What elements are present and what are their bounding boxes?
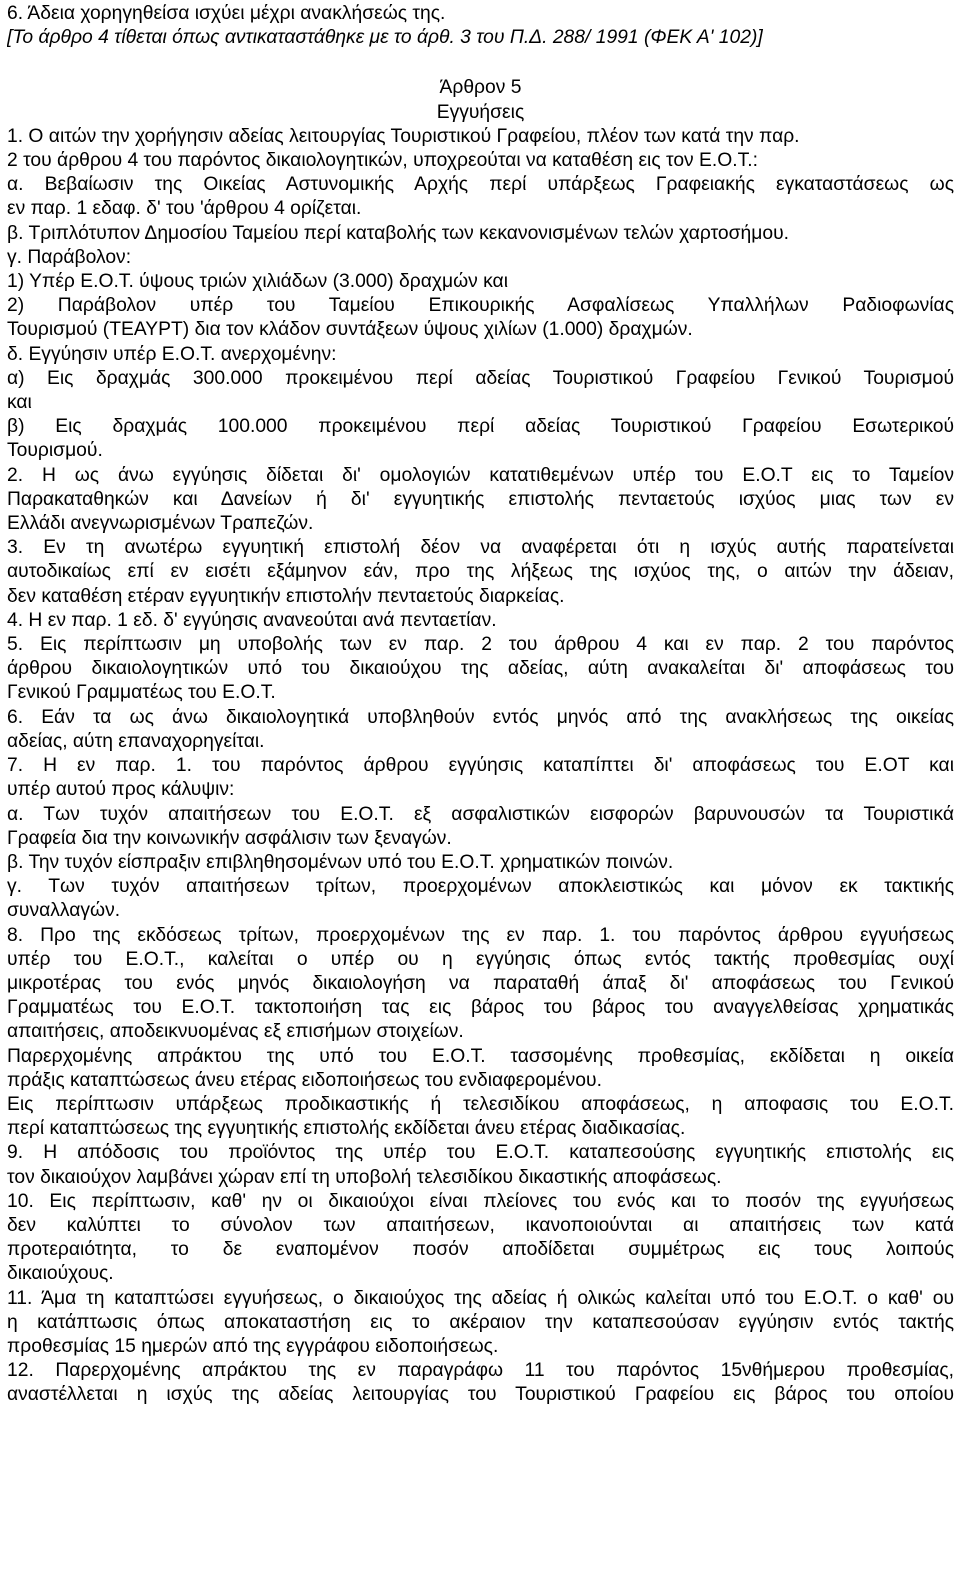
text-line: α. Των τυχόν απαιτήσεων του Ε.Ο.Τ. εξ ασφαλιστικών εισφορών βαρυνουσών τα Τουριστικά [7, 803, 954, 825]
text-line: 8. Προ της εκδόσεως τρίτων, προερχομένων της εν παρ. 1. του παρόντος άρθρου εγγυήσεως [7, 924, 954, 946]
text-line: α) Εις δραχμάς 300.000 προκειμένου περί αδείας Τουριστικού Γραφείου Γενικού Τουρισμού [7, 367, 954, 389]
text-line: προτεραιότητα, το δε εναπομένον ποσόν αποδίδεται συμμέτρως εις τους λοιπούς [7, 1239, 954, 1261]
text-line: περί καταπτώσεως της εγγυητικής επιστολής εκδίδεται άνευ ετέρας διαδικασίας. [7, 1118, 686, 1140]
text-line: β) Εις δραχμάς 100.000 προκειμένου περί αδείας Τουριστικού Γραφείου Εσωτερικού [7, 416, 954, 438]
text-line: 6. Άδεια χορηγηθείσα ισχύει μέχρι ανακλήσεώς της. [7, 3, 446, 24]
text-line: τον δικαιούχον λαμβάνει χώραν επί τη υποβολή τελεσιδίκου δικαστικής αποφάσεως. [7, 1166, 722, 1188]
article-subtitle: Εγγυήσεις [436, 101, 525, 123]
text-line: Τουρισμού (ΤΕΑΥΡΤ) δια τον κλάδον συντάξεων ύψους χιλίων (1.000) δραχμών. [7, 319, 693, 341]
text-line: 2. Η ως άνω εγγύησις δίδεται δι' ομολογιών κατατιθεμένων υπέρ του Ε.Ο.Τ εις το Ταμείον [7, 464, 954, 486]
text-line: συναλλαγών. [7, 900, 121, 922]
text-line: εν παρ. 1 εδαφ. δ' του 'άρθρου 4 ορίζεται. [7, 198, 362, 220]
text-line: 1. Ο αιτών την χορήγησιν αδείας λειτουργίας Τουριστικού Γραφείου, πλέον των κατά την παρ. [7, 125, 800, 147]
text-line: απαιτήσεις, αποδεικνυομένας εξ επισήμων στοιχείων. [7, 1021, 464, 1043]
amendment-note: [Το άρθρο 4 τίθεται όπως αντικαταστάθηκε με το άρθ. 3 του Π.Δ. 288/ 1991 (ΦΕΚ Α' 102)] [7, 27, 763, 49]
text-line: η κατάπτωσις όπως αποκαταστήση εις το ακέραιον την καταπεσούσαν εγγύησιν εντός τακτής [7, 1311, 954, 1333]
text-line: Γραφεία δια την κοινωνικήν ασφάλισιν των ξεναγών. [7, 827, 452, 849]
text-line: 7. Η εν παρ. 1. του παρόντος άρθρου εγγύησις καταπίπτει δι' αποφάσεως του Ε.ΟΤ και [7, 755, 954, 777]
text-line: αυτοδικαίως επί εν εισέτι εξάμηνον εάν, προ της λήξεως της ισχύος της, ο αιτών την άδειαν, [7, 561, 954, 583]
text-line: 1) Υπέρ Ε.Ο.Τ. ύψους τριών χιλιάδων (3.000) δραχμών και [7, 271, 508, 293]
text-line: 11. Άμα τη καταπτώσει εγγυήσεως, ο δικαιούχος της αδείας ή ολικώς καλείται υπό του Ε.Ο.Τ. ο καθ' ου [7, 1287, 954, 1309]
text-line: 9. Η απόδοσις του προϊόντος της υπέρ του Ε.Ο.Τ. καταπεσούσης εγγυητικής επιστολής εις [7, 1142, 954, 1164]
text-line: και [7, 392, 32, 414]
text-line: δικαιούχους. [7, 1263, 114, 1285]
text-line: δεν καταθέση ετέραν εγγυητικήν επιστολήν πενταετούς διαρκείας. [7, 585, 565, 607]
text-line: μικροτέρας του ενός μηνός δικαιολογήση να παραταθή άπαξ δι' αποφάσεως του Γενικού [7, 972, 954, 994]
text-line: αδείας, αύτη επαναχορηγείται. [7, 730, 265, 752]
text-line: υπέρ αυτού προς κάλυψιν: [7, 779, 235, 801]
text-line: γ. Των τυχόν απαιτήσεων τρίτων, προερχομένων αποκλειστικώς και μόνον εκ τακτικής [7, 876, 954, 898]
text-line: Γραμματέως του Ε.Ο.Τ. τακτοποιήση τας εις βάρος του βάρος του αναγγελθείσας χρηματικάς [7, 997, 954, 1019]
text-line: δεν καλύπτει το σύνολον των απαιτήσεων, ικανοποιούνται αι απαιτήσεις των κατά [7, 1214, 954, 1236]
text-line: υπέρ του Ε.Ο.Τ., καλείται ο υπέρ ου η εγγύησις όπως εντός τακτής προθεσμίας ουχί [7, 948, 954, 970]
text-line: 3. Εν τη ανωτέρω εγγυητική επιστολή δέον να αναφέρεται ότι η ισχύς αυτής παρατείνεται [7, 537, 954, 559]
text-line: Τουρισμού. [7, 440, 103, 462]
text-line: δ. Εγγύησιν υπέρ Ε.Ο.Τ. ανερχομένην: [7, 343, 337, 365]
spacer [7, 50, 954, 76]
text-line: Γενικού Γραμματέως του Ε.Ο.Τ. [7, 682, 276, 704]
text-line: 12. Παρερχομένης απράκτου της εν παραγράφω 11 του παρόντος 15νθήμερου προθεσμίας, [7, 1360, 954, 1382]
text-line: α. Βεβαίωσιν της Οικείας Αστυνομικής Αρχής περί υπάρξεως Γραφειακής εγκαταστάσεως ως [7, 174, 954, 196]
text-line: άρθρου δικαιολογητικών υπό του δικαιούχου της αδείας, αύτη ανακαλείται δι' αποφάσεως του [7, 658, 954, 680]
text-line: 5. Εις περίπτωσιν μη υποβολής των εν παρ. 2 του άρθρου 4 και εν παρ. 2 του παρόντος [7, 634, 954, 656]
text-line: β. Τριπλότυπον Δημοσίου Ταμείου περί καταβολής των κεκανονισμένων τελών χαρτοσήμου. [7, 222, 790, 244]
document-body [7, 2, 954, 1408]
text-line: πράξις καταπτώσεως άνευ ετέρας ειδοποιήσεως του ενδιαφερομένου. [7, 1069, 602, 1091]
text-line: Παρακαταθηκών και Δανείων ή δι' εγγυητικής επιστολής πενταετούς ισχύος μιας των εν [7, 488, 954, 510]
text-line: 4. Η εν παρ. 1 εδ. δ' εγγύησις ανανεούται ανά πενταετίαν. [7, 609, 497, 631]
text-line: 6. Εάν τα ως άνω δικαιολογητικά υποβληθούν εντός μηνός από της ανακλήσεως της οικείας [7, 706, 954, 728]
text-line: 2 του άρθρου 4 του παρόντος δικαιολογητικών, υποχρεούται να καταθέση εις τον Ε.Ο.Τ.: [7, 150, 758, 172]
text-line: β. Την τυχόν είσπραξιν επιβληθησομένων υπό του Ε.Ο.Τ. χρηματικών ποινών. [7, 851, 674, 873]
article-heading: Άρθρον 5 [439, 77, 522, 99]
text-line: Εις περίπτωσιν υπάρξεως προδικαστικής ή τελεσιδίκου αποφάσεως, η αποφασις του Ε.Ο.Τ. [7, 1093, 954, 1115]
text-line: προθεσμίας 15 ημερών από της εγγράφου ειδοποιήσεως. [7, 1335, 499, 1357]
text-line: αναστέλλεται η ισχύς της αδείας λειτουργίας του Τουριστικού Γραφείου εις βάρος του οποίου [7, 1384, 954, 1406]
text-line: 2) Παράβολον υπέρ του Ταμείου Επικουρικής Ασφαλίσεως Υπαλλήλων Ραδιοφωνίας [7, 295, 954, 317]
text-line: γ. Παράβολον: [7, 246, 132, 268]
text-line: Παρερχομένης απράκτου της υπό του Ε.Ο.Τ. τασσομένης προθεσμίας, εκδίδεται η οικεία [7, 1045, 954, 1067]
text-line: 10. Εις περίπτωσιν, καθ' ην οι δικαιούχοι είναι πλείονες του ενός και το ποσόν της εγγυήσεως [7, 1190, 954, 1212]
text-line: Ελλάδι ανεγνωρισμένων Τραπεζών. [7, 513, 314, 535]
